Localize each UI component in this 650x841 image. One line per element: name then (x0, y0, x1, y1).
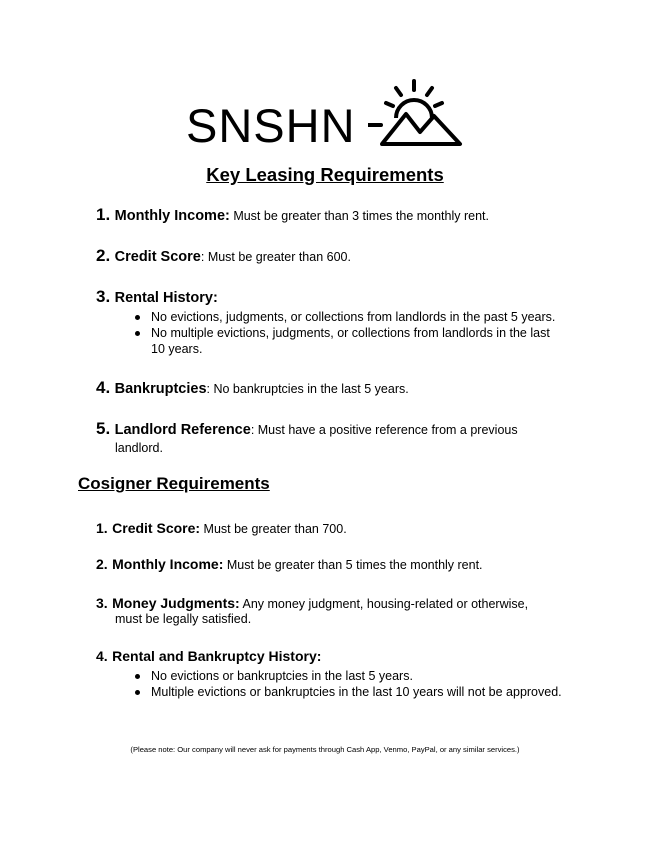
item-number: 1. (96, 205, 111, 224)
logo-wordmark: SNSHN (186, 99, 356, 152)
item-description: : No bankruptcies in the last 5 years. (206, 382, 409, 396)
item-description-continuation: must be legally satisfied. (115, 612, 252, 626)
cosigner-title: Cosigner Requirements (78, 474, 270, 493)
sun-over-mountain-icon (368, 76, 466, 150)
item-description-continuation: landlord. (115, 441, 163, 455)
item-number: 4. (96, 648, 108, 664)
item-description: Any money judgment, housing-related or otherwise, (239, 597, 529, 611)
leasing-item-credit-score (96, 246, 351, 266)
item-label: Credit Score (114, 249, 201, 265)
item-description: : Must have a positive reference from a previous (250, 423, 518, 437)
item-number: 4. (96, 378, 111, 397)
item-description: Must be greater than 700. (200, 522, 347, 536)
leasing-item-landlord-reference (96, 419, 518, 439)
item-number: 2. (96, 556, 108, 572)
item-number: 3. (96, 287, 111, 306)
item-label: Landlord Reference (114, 422, 251, 438)
list-item-continuation: 10 years. (151, 342, 203, 356)
leasing-item-monthly-income (96, 205, 489, 225)
item-label: Bankruptcies (114, 381, 207, 397)
item-label: Rental and Bankruptcy History: (112, 648, 322, 664)
list-item: No multiple evictions, judgments, or collections from landlords in the last (133, 325, 555, 341)
item-label: Monthly Income: (114, 208, 230, 224)
item-description: Must be greater than 5 times the monthly rent. (223, 558, 483, 572)
list-item: No evictions, judgments, or collections from landlords in the past 5 years. (133, 309, 555, 325)
rental-bankruptcy-bullets (133, 668, 562, 700)
item-description: : Must be greater than 600. (200, 250, 351, 264)
list-item: No evictions or bankruptcies in the last 5 years. (133, 668, 562, 684)
item-number: 5. (96, 419, 111, 438)
item-label: Monthly Income: (112, 556, 224, 572)
leasing-item-bankruptcies (96, 378, 409, 398)
item-label: Credit Score: (112, 520, 201, 536)
company-logo (186, 76, 466, 150)
item-number: 1. (96, 520, 108, 536)
item-number: 3. (96, 595, 108, 611)
leasing-item-rental-history (96, 287, 218, 307)
leasing-title: Key Leasing Requirements (206, 164, 444, 185)
cosigner-item-monthly-income (96, 556, 483, 574)
item-description: Must be greater than 3 times the monthly rent. (229, 209, 489, 223)
payment-warning-footnote: (Please note: Our company will never ask for payments through Cash App, Venmo, PayPal, or any similar services.) (130, 745, 520, 754)
item-label: Money Judgments: (112, 595, 240, 611)
cosigner-item-credit-score (96, 520, 347, 538)
rental-history-bullets (133, 309, 555, 341)
cosigner-item-money-judgments (96, 595, 528, 613)
item-label: Rental History: (114, 290, 218, 306)
list-item: Multiple evictions or bankruptcies in the last 10 years will not be approved. (133, 684, 562, 700)
item-number: 2. (96, 246, 111, 265)
cosigner-item-rental-bankruptcy-history (96, 648, 321, 666)
